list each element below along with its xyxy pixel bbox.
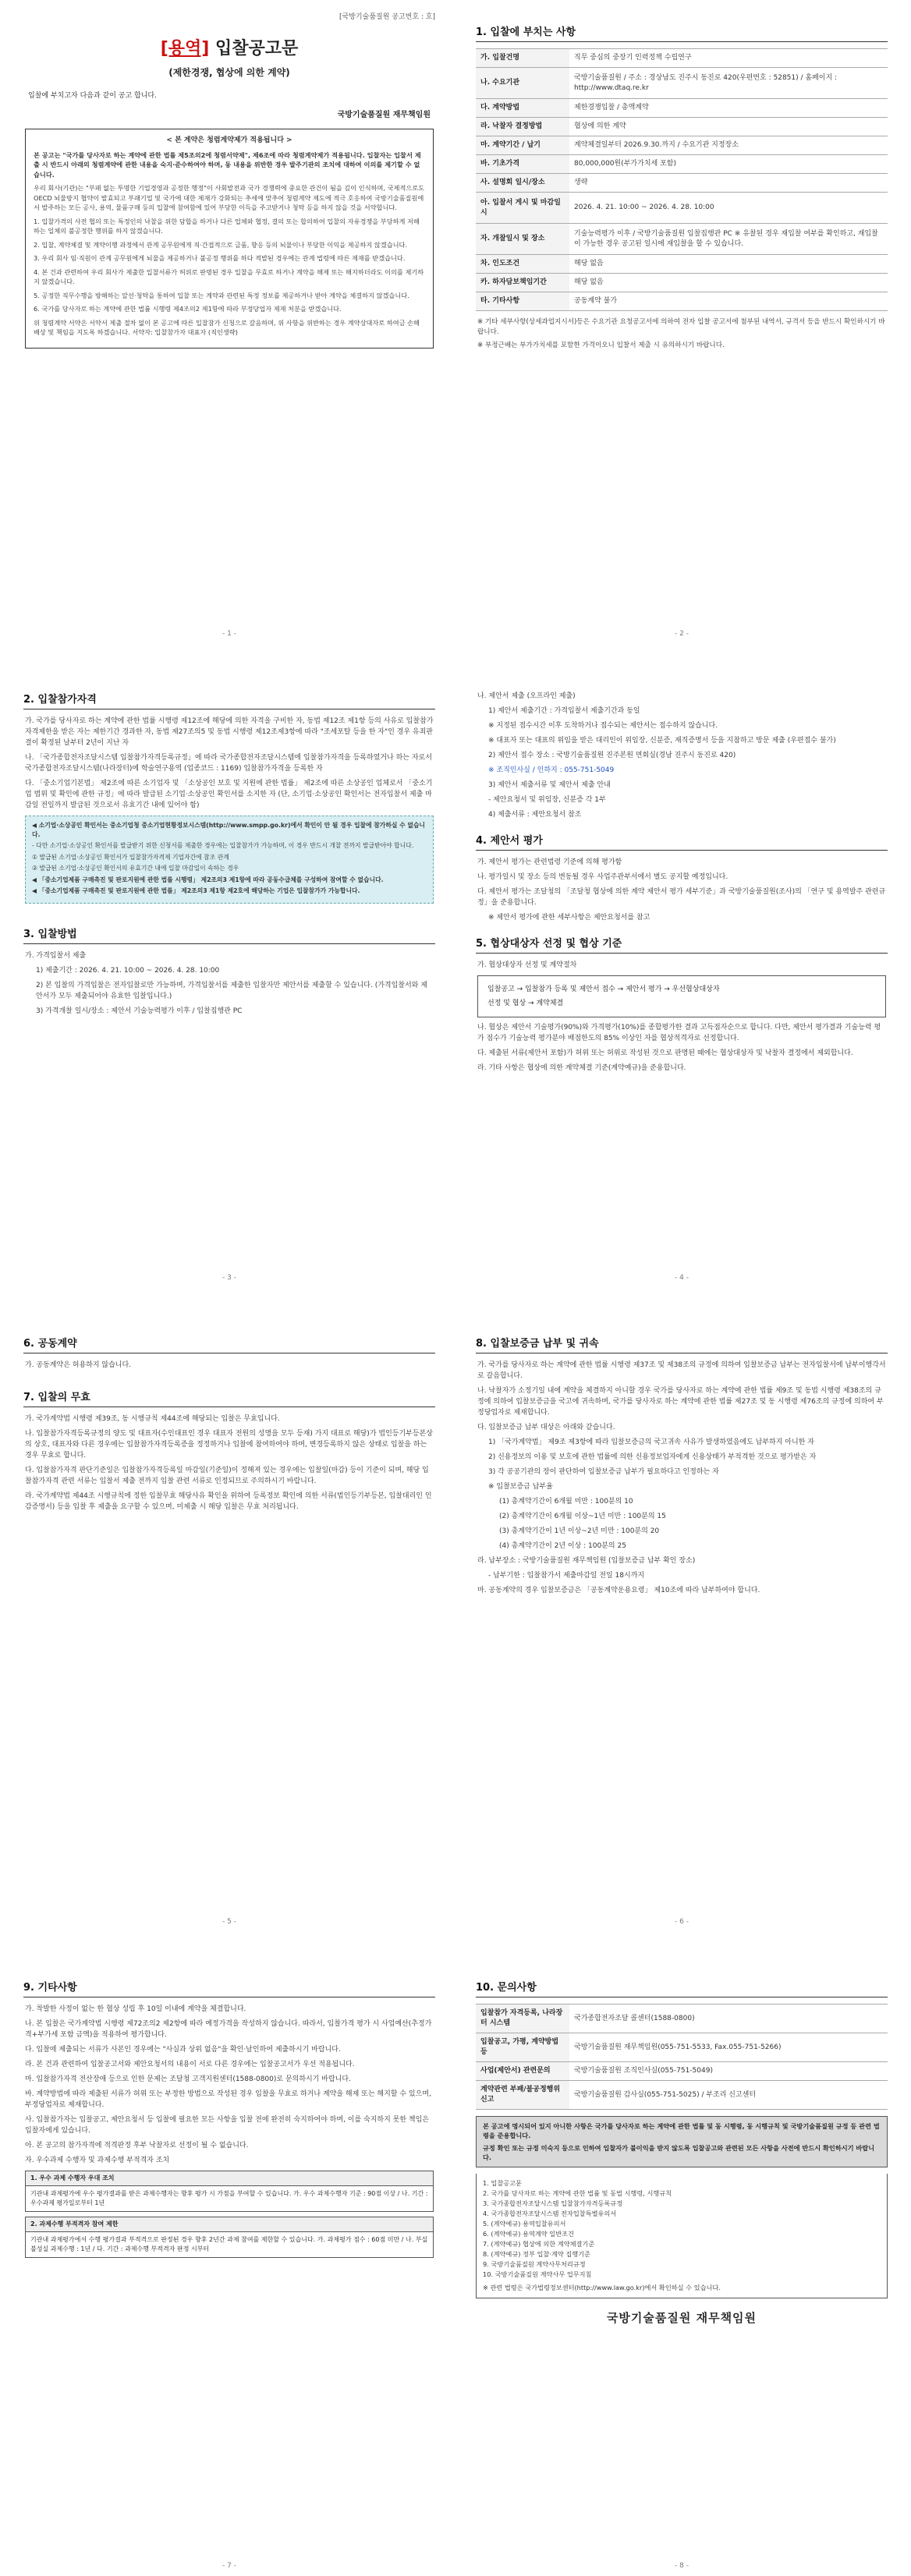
notice-line: ① 발급된 소기업·소상공인 확인서가 입찰참가자격제 기업자간에 참조 관계 bbox=[32, 853, 229, 861]
signature-issuer: 국방기술품질원 재무책임원 bbox=[606, 2311, 757, 2325]
row-value: 국방기술품질원 감사실(055-751-5025) / 부조리 신고센터 bbox=[569, 2081, 888, 2110]
table-row bbox=[476, 99, 888, 118]
page-1 bbox=[11, 0, 448, 644]
table-row bbox=[476, 2062, 888, 2081]
integrity-contract-box bbox=[25, 129, 434, 349]
paragraph: 3) 가격개찰 일시/장소 : 제안서 기술능력평가 이후 / 입찰집행관 PC bbox=[36, 1007, 243, 1015]
integrity-item: 3. 우리 회사 임·직원이 관계 공무원에게 뇌물을 제공하거나 불공정 행위를 하다 적발된 경우에는 관계 법령에 따른 제재를 받겠습니다. bbox=[34, 254, 406, 262]
row-value: 국방기술품질원 재무책임원(055-751-5533, Fax.055-751-5266) bbox=[569, 2033, 888, 2062]
integrity-item: 2. 입찰, 계약체결 및 계약이행 과정에서 관계 공무원에게 직·간접적으로 금품, 향응 등의 뇌물이나 부당한 이익을 제공하지 않겠습니다. bbox=[34, 240, 408, 249]
row-key: 바. 기초가격 bbox=[476, 155, 569, 174]
paragraph: 나. 협상은 제안서 기술평가(90%)와 가격평가(10%)를 종합평가한 결과 고득점자순으로 합니다. 다만, 제안서 평가결과 기술능력 평가 점수가 기술능력 평가분야 배점한도의 85% 이상인 자를 협상적격자로 선정합니다. bbox=[477, 1024, 881, 1042]
paragraph: - 제안요청서 및 위임장, 신분증 각 1부 bbox=[488, 796, 606, 804]
paragraph: 나. 제안서 제출 (오프라인 제출) bbox=[477, 692, 576, 700]
integrity-box-heading: < 본 계약은 청렴계약제가 적용됩니다 > bbox=[166, 136, 292, 144]
row-value: 해당 없음 bbox=[569, 274, 888, 292]
notice-line: - 다만 소기업·소상공인 확인서를 발급받기 위한 신청서를 제출한 경우에는 입찰참가가 가능하며, 이 경우 반드시 개찰 전까지 발급받아야 합니다. bbox=[32, 842, 414, 849]
row-key: 다. 계약방법 bbox=[476, 99, 569, 118]
proposal-submission-text bbox=[463, 644, 900, 820]
paragraph: 1) 제안서 제출기간 : 가격입찰서 제출기간과 동일 bbox=[488, 707, 640, 715]
list-tail: ※ 관련 법령은 국가법령정보센터(http://www.law.go.kr)에서 확인하실 수 있습니다. bbox=[483, 2284, 721, 2291]
section-5-title: 5. 협상대상자 선정 및 협상 기준 bbox=[476, 927, 888, 954]
document-subtitle: (제한경쟁, 협상에 의한 계약) bbox=[168, 67, 290, 78]
paragraph: 3) 각 공공기관의 장이 판단하여 입찰보증금 납부가 필요하다고 인정하는 자 bbox=[488, 1468, 719, 1476]
unfit-performer-box bbox=[25, 2217, 434, 2258]
paragraph: 가. 공동계약은 허용하지 않습니다. bbox=[25, 1361, 132, 1369]
paragraph: 라. 납부장소 : 국방기술품질원 재무책임원 (입찰보증금 납부 확인 장소) bbox=[477, 1557, 696, 1565]
paragraph: 다. 입찰참가자격 판단기준일은 입찰참가자격등록일 마감일(기준일)이 정해져 있는 경우에는 입찰일(마감) 등이 기준이 되며, 해당 입찰참가자격 관련 서류는 입찰서 제출 전까지 입찰 관련 서류로 인정되므로 주의하시기 바랍니다. bbox=[25, 1467, 429, 1485]
table-row bbox=[476, 2033, 888, 2062]
row-key: 차. 인도조건 bbox=[476, 255, 569, 274]
paragraph: 다. 제출된 서류(제안서 포함)가 허위 또는 허위로 작성된 것으로 판명된 때에는 협상대상자 및 낙찰자 결정에서 제외합니다. bbox=[477, 1049, 853, 1057]
paragraph: 가. 가격입찰서 제출 bbox=[25, 951, 87, 960]
paragraph: ※ 입찰보증금 납부율 bbox=[488, 1483, 553, 1491]
negotiation-text bbox=[463, 960, 900, 971]
row-value: 국방기술품질원 / 주소 : 경상남도 진주시 동진로 420(우편번호 : 52851) / 홈페이지 : http://www.dtaq.re.kr bbox=[569, 68, 888, 99]
paragraph: 마. 공동계약의 경우 입찰보증금은 「공동계약운용요령」 제10조에 따라 납부하여야 합니다. bbox=[477, 1587, 760, 1594]
row-key: 카. 하자담보책임기간 bbox=[476, 274, 569, 292]
paragraph: 나. 본 입찰은 국가계약법 시행령 제72조의2 제2항에 따라 예정가격을 작성하지 않습니다. 따라서, 입찰가격 평가 시 사업예산(추정가격+부가세 포함 금액)을 적용하여 평가합니다. bbox=[25, 2020, 432, 2039]
row-value: 국방기술품질원 조직인사실(055-751-5049) bbox=[569, 2062, 888, 2081]
section-7-title: 7. 입찰의 무효 bbox=[23, 1375, 435, 1407]
integrity-item: 4. 본 건과 관련하여 우리 회사가 제출한 입찰서류가 허위로 판명된 경우 입찰을 무효로 하거나 계약을 해제 또는 해지하더라도 이의를 제기하지 않겠습니다. bbox=[34, 267, 424, 285]
title-tag: [용역] bbox=[160, 39, 210, 58]
excellent-performer-box bbox=[25, 2171, 434, 2212]
list-item: 1. 입찰공고문 bbox=[483, 2179, 522, 2187]
integrity-para-1: 본 공고는 "국가를 당사자로 하는 계약에 관한 법률 제5조의2에 청렴서약제", 제6조에 따라 청렴계약제가 적용됩니다. 입찰자는 입찰서 제출 시 반드시 아래의 청렴계약에 관한 내용을 숙지·준수하여야 하며, 동 내용을 위반한 경우 발주기관의 조치에 대하여 이의를 제기할 수 없습니다. bbox=[34, 150, 421, 179]
paragraph: ※ 대표자 또는 대표의 위임을 받은 대리인이 위임장, 신분증, 재직증명서 등을 지참하고 방문 제출 (우편접수 불가) bbox=[488, 737, 836, 745]
paragraph: 나. 낙찰자가 소정기일 내에 계약을 체결하지 아니할 경우 국가를 당사자로 하는 계약에 관한 법률 제9조 및 동법 시행령 제38조의 규정에 의하여 입찰보증금을 국고에 귀속하며, 국가를 당사자로 하는 계약에 관한 법률 제27조 및 동 시행령 제76조의 규정에 의하여 부정당업자로 제재합니다. bbox=[477, 1387, 884, 1417]
warning-line: 본 공고에 명시되어 있지 아니한 사항은 국가를 당사자로 하는 계약에 관한 법률 및 동 시행령, 동 시행규칙 및 국방기술품질원 규정 등 관련 법령을 준용합니다. bbox=[483, 2122, 880, 2139]
list-item: 3. 국가종합전자조달시스템 입찰참가자격등록규정 bbox=[483, 2199, 623, 2207]
list-item: 2. 국가를 당사자로 하는 계약에 관한 법률 및 동법 시행령, 시행규칙 bbox=[483, 2189, 672, 2197]
table-row bbox=[476, 292, 888, 311]
document-title bbox=[11, 35, 448, 59]
list-item: 9. 국방기술품질원 계약사무처리규정 bbox=[483, 2260, 586, 2268]
row-key: 마. 계약기간 / 납기 bbox=[476, 136, 569, 155]
row-value: 공동계약 불가 bbox=[569, 292, 888, 311]
row-value: 80,000,000원(부가가치세 포함) bbox=[569, 155, 888, 174]
page-number: - 7 - bbox=[222, 2562, 236, 2570]
page-number: - 6 - bbox=[675, 1918, 689, 1926]
paragraph: 가. 협상대상자 선정 및 계약절차 bbox=[477, 961, 577, 969]
section-1-title: 1. 입찰에 부치는 사항 bbox=[476, 0, 888, 42]
paragraph: 바. 계약방법에 따라 제출된 서류가 허위 또는 부정한 방법으로 작성된 경우 입찰을 무효로 하거나 계약을 해제 또는 해지할 수 있으며, 부정당업자로 제재합니다. bbox=[25, 2090, 431, 2109]
paragraph: 3) 제안서 제출서류 및 제안서 제출 안내 bbox=[488, 781, 611, 789]
paragraph: 다. 「중소기업기본법」 제2조에 따른 소기업자 및 「소상공인 보호 및 지원에 관한 법률」 제2조에 따른 소상공인 업체로서 「중소기업 범위 및 확인에 관한 규정」에 따라 발급된 소기업·소상공인 확인서를 소지한 자 (단, 소기업·소상공인 확인서는 전자입찰서 제출 마감일 전일까지 발급된 것으로서 유효기간 내에 있어야 함) bbox=[25, 780, 433, 809]
box-heading: 2. 과제수행 부적격자 참여 제한 bbox=[26, 2217, 433, 2232]
paragraph: 다. 입찰에 제출되는 서류가 사본인 경우에는 "사실과 상위 없음"을 확인·날인하여 제출하시기 바랍니다. bbox=[25, 2046, 341, 2054]
page-7 bbox=[11, 1932, 448, 2576]
bid-bond-text bbox=[463, 1360, 900, 1596]
negotiation-rules bbox=[463, 1022, 900, 1074]
list-item: 7. (계약예규) 협상에 의한 계약체결기준 bbox=[483, 2240, 595, 2248]
notice-line: ◀ 「중소기업제품 구매촉진 및 판로지원에 관한 법률 시행령」 제2조의3 제1항에 따라 공동수급체를 구성하여 참여할 수 없습니다. bbox=[32, 876, 384, 883]
notice-warning-box bbox=[476, 2116, 888, 2167]
notice-line: ◀ 소기업·소상공인 확인서는 중소기업청 중소기업현황정보시스템(http://www.smpp.go.kr)에서 확인이 안 될 경우 입찰에 참가하실 수 없습니다. bbox=[32, 822, 425, 838]
table-row bbox=[476, 155, 888, 174]
row-key: 사업(제안서) 관련문의 bbox=[476, 2062, 569, 2081]
page-number: - 2 - bbox=[675, 630, 689, 638]
rate-item: (4) 총계약기간이 2년 이상 : 100분의 25 bbox=[499, 1542, 626, 1550]
section-6-title: 6. 공동계약 bbox=[23, 1288, 435, 1353]
integrity-para-2: 우리 회사(기관)는 "부패 없는 투명한 기업경영과 공정한 행정"이 사회발전과 국가 경쟁력에 중요한 관건이 됨을 깊이 인식하며, 국제적으로도 OECD 뇌물방지 협약이 발효되고 부패기업 및 국가에 대한 제재가 강화되는 추세에 맞추어 청렴계약 제도에 적극 호응하여 국방기술품질원에서 발주하는 모든 공사, 용역, 물품구매 등의 입찰에 참여함에 있어 부당한 이득을 주고받거나 청탁 등을 하지 않을 것을 서약합니다. bbox=[34, 184, 425, 211]
bid-method-text bbox=[11, 950, 448, 1017]
row-value: 제한경쟁입찰 / 총액계약 bbox=[569, 99, 888, 118]
table-row bbox=[476, 193, 888, 224]
page-5 bbox=[11, 1288, 448, 1932]
row-key: 계약관련 부패/불공정행위 신고 bbox=[476, 2081, 569, 2110]
paragraph: 마. 입찰참가자격 전산장애 등으로 인한 문제는 조달청 고객지원센터(1588-0800)로 문의하시기 바랍니다. bbox=[25, 2075, 351, 2083]
paragraph: ※ 제안서 평가에 관한 세부사항은 제안요청서를 참고 bbox=[488, 914, 650, 922]
table-row bbox=[476, 136, 888, 155]
page-6 bbox=[463, 1288, 900, 1932]
list-item: 10. 국방기술품질원 계약사무 업무지침 bbox=[483, 2270, 592, 2278]
table-row bbox=[476, 118, 888, 136]
paragraph: 라. 본 건과 관련하여 입찰공고서와 제안요청서의 내용이 서로 다른 경우에는 입찰공고서가 우선 적용됩니다. bbox=[25, 2061, 355, 2068]
list-item: 8. (계약예규) 정부 입찰·계약 집행기준 bbox=[483, 2250, 590, 2258]
section-2-title: 2. 입찰참가자격 bbox=[23, 644, 435, 709]
paragraph: 다. 입찰보증금 납부 대상은 아래와 같습니다. bbox=[477, 1424, 615, 1431]
row-value: 직무 중심의 중장기 인력정책 수립연구 bbox=[569, 49, 888, 68]
contract-flow-box bbox=[477, 975, 886, 1017]
page-2 bbox=[463, 0, 900, 644]
paragraph: 가. 착발한 사정이 없는 한 협상 성립 후 10일 이내에 계약을 체결합니다. bbox=[25, 2005, 246, 2013]
note: ※ 부정근배는 부가가치세를 포함한 가격이오니 입찰서 제출 시 유의하시기 바랍니다. bbox=[477, 341, 725, 349]
row-value: 협상에 의한 계약 bbox=[569, 118, 888, 136]
table-row bbox=[476, 255, 888, 274]
note: ※ 기타 세부사항(상세과업지시서)등은 수요기관 요청공고서에 의하여 전자 입찰 공고서에 첨부된 내역서, 규격서 등을 반드시 확인하시기 바랍니다. bbox=[477, 318, 885, 336]
title-text: 입찰공고문 bbox=[209, 39, 299, 58]
table-row bbox=[476, 224, 888, 255]
paragraph: 나. 평가일시 및 장소 등의 변동될 경우 사업주관부서에서 별도 공지할 예정입니다. bbox=[477, 873, 728, 881]
row-key: 나. 수요기관 bbox=[476, 68, 569, 99]
paragraph: 가. 국가를 당사자로 하는 계약에 관한 법률 시행령 제37조 및 제38조의 규정에 의하여 입찰보증금 납부는 전자입찰서에 납부이행각서로 갈음합니다. bbox=[477, 1361, 886, 1380]
notice-line: ◀ 「중소기업제품 구매촉진 및 판로지원에 관한 법률」 제2조의3 제1항 제2호에 해당하는 기업은 입찰참가가 가능합니다. bbox=[32, 887, 360, 894]
list-item: 4. 국가종합전자조달시스템 전자입찰특별유의서 bbox=[483, 2210, 617, 2217]
row-value: 2026. 4. 21. 10:00 ~ 2026. 4. 28. 10:00 bbox=[569, 193, 888, 224]
box-heading: 1. 우수 과제 수행자 우대 조치 bbox=[26, 2171, 433, 2186]
flow-line: 입찰공고 → 입찰참가 등록 및 제안서 접수 → 제안서 평가 → 우선협상대상자 bbox=[487, 985, 720, 993]
table-row bbox=[476, 2005, 888, 2033]
joint-contract-text bbox=[11, 1360, 448, 1371]
table-row bbox=[476, 174, 888, 193]
rate-item: (2) 총계약기간이 6개월 이상~1년 미만 : 100분의 15 bbox=[499, 1513, 666, 1520]
invalid-bid-text bbox=[11, 1414, 448, 1513]
page-number: - 1 - bbox=[222, 630, 236, 638]
paragraph: 라. 기타 사항은 협상에 의한 계약체결 기준(계약예규)을 준용합니다. bbox=[477, 1064, 686, 1072]
paragraph: 4) 제출서류 : 제안요청서 참조 bbox=[488, 811, 582, 819]
row-key: 아. 입찰서 게시 및 마감일시 bbox=[476, 193, 569, 224]
page-number: - 5 - bbox=[222, 1918, 236, 1926]
row-value: 계약체결일부터 2026.9.30.까지 / 수요기관 지정장소 bbox=[569, 136, 888, 155]
page-8 bbox=[463, 1932, 900, 2576]
reference-list bbox=[476, 2174, 888, 2298]
row-value: 국가종합전자조달 콜센터(1588-0800) bbox=[569, 2005, 888, 2033]
paragraph: 다. 제안서 평가는 조달청의 「조달청 협상에 의한 계약 제안서 평가 세부기준」과 국방기술품질원(조사)의 「연구 및 용역발주 관련규정」을 준용합니다. bbox=[477, 888, 886, 907]
contact-table bbox=[476, 2004, 888, 2110]
flow-line: 선정 및 협상 → 계약체결 bbox=[487, 1000, 564, 1007]
box-body: 기관내 과제평가에서 수행 평가결과 부적격으로 판정된 경우 향후 2년간 과제 참여를 제한할 수 있습니다. 가. 과제평가 점수 : 60점 미만 / 나. 부실 불성실 과제수행 : 1년 / 다. 기간 : 과제수행 부적격자 판정 시부터 bbox=[30, 2236, 428, 2252]
intro-text: 입찰에 부치고자 다음과 같이 공고 합니다. bbox=[28, 92, 157, 100]
evaluation-text bbox=[463, 857, 900, 923]
issuer: 국방기술품질원 재무책임원 bbox=[337, 111, 431, 119]
row-key: 라. 낙찰자 결정방법 bbox=[476, 118, 569, 136]
integrity-tail: 위 청렴계약 서약은 서약서 제출 절차 없이 본 공고에 따른 입찰참가 신청으로 갈음하며, 위 사항을 위반하는 경우 계약상대자로 하여금 손해배상 및 책임을 지도록 하겠습니다. 서약자: 입찰참가자 대표자 (직인생략) bbox=[34, 318, 420, 336]
rate-item: (1) 총계약기간이 6개월 미만 : 100분의 10 bbox=[499, 1498, 633, 1506]
paragraph: 자. 우수과제 수행자 및 과제수행 부적격자 조치 bbox=[25, 2157, 170, 2164]
row-key: 사. 설명회 일시/장소 bbox=[476, 174, 569, 193]
paragraph: 나. 입찰참가자격등록규정의 양도 및 대표자(수인대표인 경우 대표자 전원의 성명을 모두 등재) 가지 대표로 해당)가 법인등기부등본상의 상호, 대표자와 다른 경우에는 입찰참가자격등록증을 정정하거나 입찰에 참여하여야 하며, 변경등록하지 않은 상태로 입찰을 하는 경우 무효로 합니다. bbox=[25, 1430, 433, 1460]
section-8-title: 8. 입찰보증금 납부 및 귀속 bbox=[476, 1288, 888, 1353]
notice-number: [국방기술품질원 공고번호 : 호] bbox=[339, 13, 435, 21]
table-row bbox=[476, 68, 888, 99]
paragraph: - 납부기한 : 입찰참가서 제출마감일 전일 18시까지 bbox=[488, 1572, 645, 1580]
paragraph: 사. 입찰참가자는 입찰공고, 제안요청서 등 입찰에 필요한 모든 사항을 입찰 전에 완전히 숙지하여야 하며, 이를 숙지하지 못한 책임은 입찰자에게 있습니다. bbox=[25, 2116, 430, 2135]
paragraph: 가. 국가를 당사자로 하는 계약에 관한 법률 시행령 제12조에 해당에 의한 자격을 구비한 자, 동법 제12조 제1항 등의 사유로 입찰참가 자격제한을 받은 자는 제한기간 경과한 자, 동법 제27조의5 및 동법 시행령 제12조제3항에 따라 "조세포탈 등을 한 자"인 경우 유죄판결이 확정된 날부터 2년이 지난 자 bbox=[25, 717, 434, 747]
row-value: 기술능력평가 이후 / 국방기술품질원 입찰집행관 PC ※ 유찰된 경우 재입찰 여부를 확인하고, 재입찰이 가능한 경우 공고된 일시에 재입찰을 할 수 있습니다. bbox=[569, 224, 888, 255]
page-3 bbox=[11, 644, 448, 1288]
paragraph: 2) 제안서 접수 장소 : 국방기술품질원 진주본원 면회실(경남 진주시 동진로 420) bbox=[488, 752, 736, 759]
misc-text bbox=[11, 2004, 448, 2166]
paragraph: 1) 제출기간 : 2026. 4. 21. 10:00 ~ 2026. 4. 28. 10:00 bbox=[36, 966, 220, 975]
table-row bbox=[476, 2081, 888, 2110]
section-4-title: 4. 제안서 평가 bbox=[476, 824, 888, 851]
integrity-item: 6. 국가를 당사자로 하는 계약에 관한 법률 시행령 제4조의2 제1항에 따라 부정당업자 제재 처분을 받겠습니다. bbox=[34, 305, 342, 313]
row-key: 자. 개찰일시 및 장소 bbox=[476, 224, 569, 255]
paragraph: 가. 제안서 평가는 관련법령 기준에 의해 평가함 bbox=[477, 858, 622, 866]
sme-notice-box bbox=[25, 816, 434, 904]
section-10-title: 10. 문의사항 bbox=[476, 1932, 888, 1997]
paragraph: ※ 조직인사실 / 인하지 : 055-751-5049 bbox=[488, 766, 615, 774]
section-3-title: 3. 입찰방법 bbox=[23, 908, 435, 944]
paragraph: 나. 「국가종합전자조달시스템 입찰참가자격등록규정」에 따라 국가종합전자조달시스템에 입찰참가자격을 등록하였거나 하는 자로서 국가종합전자조달시스템(나라장터)에 학술연구용역 (업종코드 : 1169) 입찰참가자격을 등록한 자 bbox=[25, 754, 432, 773]
table-row bbox=[476, 274, 888, 292]
notes bbox=[463, 311, 900, 351]
page-number: - 8 - bbox=[675, 2562, 689, 2570]
paragraph: 가. 국가계약법 시행령 제39조, 동 시행규칙 제44조에 해당되는 입찰은 무효입니다. bbox=[25, 1415, 280, 1423]
qualification-text bbox=[11, 716, 448, 811]
row-value: 생략 bbox=[569, 174, 888, 193]
row-key: 입찰참가 자격등록, 나라장터 시스템 bbox=[476, 2005, 569, 2033]
list-item: 6. (계약예규) 용역계약 일반조건 bbox=[483, 2230, 574, 2238]
table-row bbox=[476, 49, 888, 68]
row-key: 입찰공고, 가평, 계약방법 등 bbox=[476, 2033, 569, 2062]
notice-line: ② 발급된 소기업·소상공인 확인서의 유효기간 내에 입찰 마감일이 속하는 경우 bbox=[32, 865, 239, 872]
list-item: 5. (계약예규) 용역입찰유의서 bbox=[483, 2220, 566, 2227]
page-number: - 3 - bbox=[222, 1274, 236, 1282]
integrity-item: 1. 입찰가격의 사전 협의 또는 특정인의 낙찰을 위한 담합을 하거나 다른 업체와 협정, 결의 또는 합의하여 입찰의 자유경쟁을 부당하게 저해하는 일체의 불공정한 행위를 하지 않겠습니다. bbox=[34, 217, 420, 235]
paragraph: ※ 지정된 접수시간 이후 도착하거나 접수되는 제안서는 접수하지 않습니다. bbox=[488, 722, 718, 730]
row-key: 가. 입찰건명 bbox=[476, 49, 569, 68]
box-body: 기관내 과제평가에 우수 평가결과를 받은 과제수행자는 향후 평가 시 가점을 부여할 수 있습니다. 가. 우수 과제수행자 기준 : 90점 이상 / 나. 기간 : 우수과제 평가일로부터 1년 bbox=[30, 2190, 428, 2206]
warning-line: 규정 확인 또는 규정 미숙지 등으로 인하여 입찰자가 불이익을 받지 않도록 입찰공고와 관련된 모든 사항을 사전에 반드시 확인하시기 바랍니다. bbox=[483, 2144, 875, 2161]
paragraph: 라. 국가계약법 제44조 시행규칙에 정한 입찰무효 해당사유 확인을 위하여 등록정보 확인에 의한 서류(법인등기부등본, 입찰대리인 인감증명서) 등을 입찰 후 제출을 요구할 수 있으며, 미제출 시 해당 입찰은 무효 처리됩니다. bbox=[25, 1492, 432, 1511]
integrity-item: 5. 공정한 직무수행을 방해하는 알선·청탁을 통하여 입찰 또는 계약과 관련된 특정 정보를 제공하거나 받아 계약을 체결하지 않겠습니다. bbox=[34, 291, 409, 299]
paragraph: 1) 「국가계약법」 제9조 제3항에 따라 입찰보증금의 국고귀속 사유가 발생하였음에도 납부하지 아니한 자 bbox=[488, 1438, 814, 1446]
page-4 bbox=[463, 644, 900, 1288]
row-value: 해당 없음 bbox=[569, 255, 888, 274]
row-key: 타. 기타사항 bbox=[476, 292, 569, 311]
section-9-title: 9. 기타사항 bbox=[23, 1932, 435, 1997]
bid-info-table bbox=[476, 48, 888, 311]
paragraph: 아. 본 공고의 참가자격에 적격판정 후부 낙찰자로 선정이 될 수 없습니다. bbox=[25, 2142, 249, 2150]
rate-item: (3) 총계약기간이 1년 이상~2년 미만 : 100분의 20 bbox=[499, 1527, 660, 1535]
paragraph: 2) 본 입찰의 가격입찰은 전자입찰로만 가능하며, 가격입찰서를 제출한 입찰자만 제안서를 제출할 수 있습니다. (가격입찰서와 제안서가 모두 제출되어야 유효한 입찰입니다.) bbox=[36, 981, 427, 1000]
paragraph: 2) 신용정보의 이용 및 보호에 관한 법률에 의한 신용정보업자에게 신용상태가 부적격한 것으로 평가받은 자 bbox=[488, 1453, 817, 1461]
page-number: - 4 - bbox=[675, 1274, 689, 1282]
